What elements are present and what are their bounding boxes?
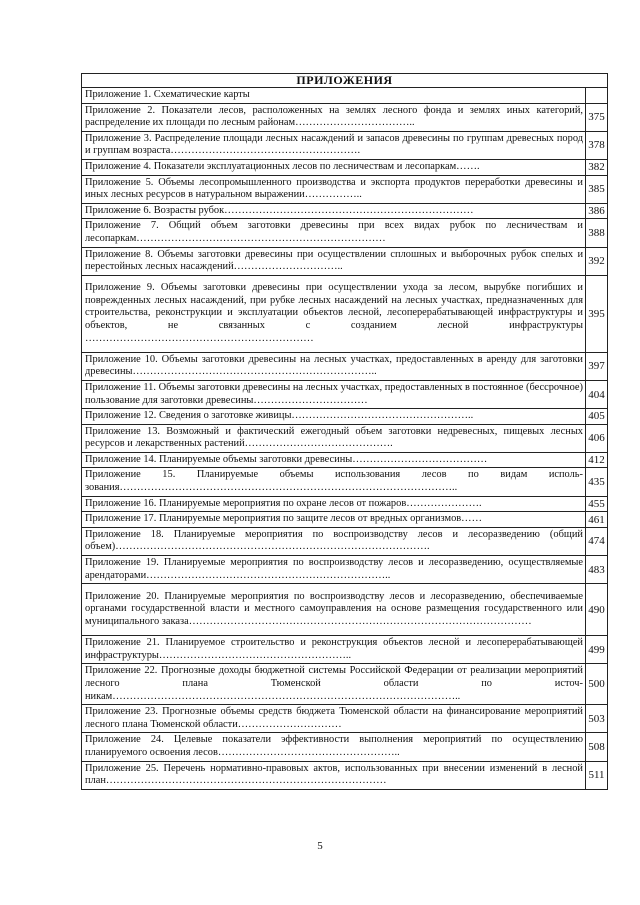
table-row: [82, 705, 608, 733]
appendix-page-number: 375: [586, 103, 608, 131]
appendix-page-number: 511: [586, 761, 608, 789]
appendix-page-number: 412: [586, 452, 608, 468]
table-row: [82, 275, 608, 352]
appendix-title: Приложение 23. Прогнозные объемы средств бюджета Тюменской области на финансирование мероприятий лесного плана Тюменской области…………………………: [82, 705, 586, 733]
table-row: [82, 175, 608, 203]
appendix-page-number: 503: [586, 705, 608, 733]
table-row: [82, 409, 608, 425]
appendix-title: Приложение 17. Планируемые мероприятия по защите лесов от вредных организмов……: [82, 512, 586, 528]
appendix-title: Приложение 25. Перечень нормативно-правовых актов, использованных при внесении изменений в лесной план………………………………………………………………………: [82, 761, 586, 789]
appendix-page-number: 405: [586, 409, 608, 425]
appendix-title: Приложение 21. Планируемое строительство и реконструкция объектов лесной и лесоперерабатывающей инфраструктуры………………………………………………..: [82, 636, 586, 664]
appendix-title: Приложение 8. Объемы заготовки древесины при осуществлении сплошных и выборочных рубок спелых и перестойных лесных насаждений…………………………..: [82, 247, 586, 275]
table-row: [82, 512, 608, 528]
appendix-title: Приложение 14. Планируемые объемы заготовки древесины…………………………………: [82, 452, 586, 468]
table-row: [82, 496, 608, 512]
table-row: [82, 352, 608, 380]
table-row: [82, 380, 608, 408]
appendix-title: Приложение 4. Показатели эксплуатационных лесов по лесничествам и лесопаркам…….: [82, 159, 586, 175]
appendix-title: Приложение 24. Целевые показатели эффективности выполнения мероприятий по осуществлению планируемого освоения лесов……………………………………………..: [82, 733, 586, 761]
table-row: [82, 159, 608, 175]
appendix-page-number: 455: [586, 496, 608, 512]
appendix-page-number: 406: [586, 424, 608, 452]
appendix-page-number: 392: [586, 247, 608, 275]
table-row: [82, 556, 608, 584]
appendix-page-number: 490: [586, 584, 608, 636]
appendix-title: Приложение 20. Планируемые мероприятия по воспроизводству лесов и лесоразведению, обеспечиваемые органами государственной власти и местного самоуправления на основе размещения государственного или муниципального заказа………………………………………………………………………………………: [82, 584, 586, 636]
table-row: [82, 247, 608, 275]
appendix-page-number: 474: [586, 527, 608, 555]
appendix-page-number: 483: [586, 556, 608, 584]
table-header-row: [82, 74, 608, 88]
appendix-page-number: 388: [586, 219, 608, 247]
appendix-page-number: 404: [586, 380, 608, 408]
appendix-title: Приложение 16. Планируемые мероприятия по охране лесов от пожаров………………….: [82, 496, 586, 512]
table-row: [82, 664, 608, 705]
table-row: [82, 584, 608, 636]
appendix-page-number: 395: [586, 275, 608, 352]
appendix-title: Приложение 3. Распределение площади лесных насаждений и запасов древесины по группам древесных пород и группам возраста……………………………………………….: [82, 131, 586, 159]
appendix-title: Приложение 2. Показатели лесов, расположенных на землях лесного фонда и землях иных категорий, распределение их площади по лесным районам……………………………..: [82, 103, 586, 131]
table-row: [82, 103, 608, 131]
appendix-page-number: 508: [586, 733, 608, 761]
table-row: [82, 733, 608, 761]
appendix-title: Приложение 18. Планируемые мероприятия по воспроизводству лесов и лесоразведению (общий объем)……………………………………………………………………………….: [82, 527, 586, 555]
appendix-table-container: [81, 73, 608, 790]
appendix-title: Приложение 19. Планируемые мероприятия по воспроизводству лесов и лесоразведению, осуществляемые арендаторами……………………………………………………………..: [82, 556, 586, 584]
table-row: [82, 636, 608, 664]
table-title: ПРИЛОЖЕНИЯ: [82, 74, 608, 88]
appendix-page-number: 385: [586, 175, 608, 203]
appendix-title: Приложение 12. Сведения о заготовке живицы……………………………………………..: [82, 409, 586, 425]
table-row: [82, 527, 608, 555]
appendix-title: Приложение 9. Объемы заготовки древесины при осуществлении ухода за лесом, вырубке погибших и поврежденных лесных насаждений, при рубке лесных насаждений на лесных участках, предназначенных для строительства, реконструкции и эксплуатации объектов лесной, лесоперерабатывающей инфраструктуры и объектов, не связанных с созданием лесной инфраструктуры …………………………………………………………: [82, 275, 586, 352]
appendix-page-number: 461: [586, 512, 608, 528]
appendix-title: Приложение 11. Объемы заготовки древесины на лесных участках, предоставленных в постоянное (бессрочное) пользование для заготовки древесины……………………………: [82, 380, 586, 408]
table-row: [82, 468, 608, 496]
appendix-page-number: 397: [586, 352, 608, 380]
appendix-title: Приложение 15. Планируемые объемы использования лесов по видам исполь-зования……………………………………………………………………………………..: [82, 468, 586, 496]
appendix-title: Приложение 13. Возможный и фактический ежегодный объем заготовки недревесных, пищевых лесных ресурсов и лекарственных растений…………………………………….: [82, 424, 586, 452]
table-row: [82, 203, 608, 219]
appendix-title: Приложение 5. Объемы лесопромышленного производства и экспорта продуктов переработки древесины и иных лесных ресурсов в натуральном выражении……………..: [82, 175, 586, 203]
appendix-title: Приложение 10. Объемы заготовки древесины на лесных участках, предоставленных в аренду для заготовки древесины……………………………………………………………..: [82, 352, 586, 380]
table-row: [82, 219, 608, 247]
appendix-title: Приложение 1. Схематические карты: [82, 88, 586, 104]
table-row: [82, 424, 608, 452]
appendix-page-number: 499: [586, 636, 608, 664]
appendix-page-number: 378: [586, 131, 608, 159]
appendix-table: [81, 73, 608, 790]
appendix-page-number: 500: [586, 664, 608, 705]
appendix-page-number: 382: [586, 159, 608, 175]
appendix-title: Приложение 7. Общий объем заготовки древесины при всех видах рубок по лесничествам и лесопаркам………………………………………………………………: [82, 219, 586, 247]
appendix-page-number: 435: [586, 468, 608, 496]
table-row: [82, 88, 608, 104]
appendix-page-number: [586, 88, 608, 104]
appendix-title: Приложение 6. Возрасты рубок………………………………………………………………: [82, 203, 586, 219]
appendix-title: Приложение 22. Прогнозные доходы бюджетной системы Российской Федерации от реализации мероприятий лесного плана Тюменской области по источ-никам………………………………………………………………………………………..: [82, 664, 586, 705]
page-number: 5: [317, 840, 323, 852]
table-body: [82, 88, 608, 790]
appendix-page-number: 386: [586, 203, 608, 219]
table-row: [82, 131, 608, 159]
table-row: [82, 452, 608, 468]
table-row: [82, 761, 608, 789]
